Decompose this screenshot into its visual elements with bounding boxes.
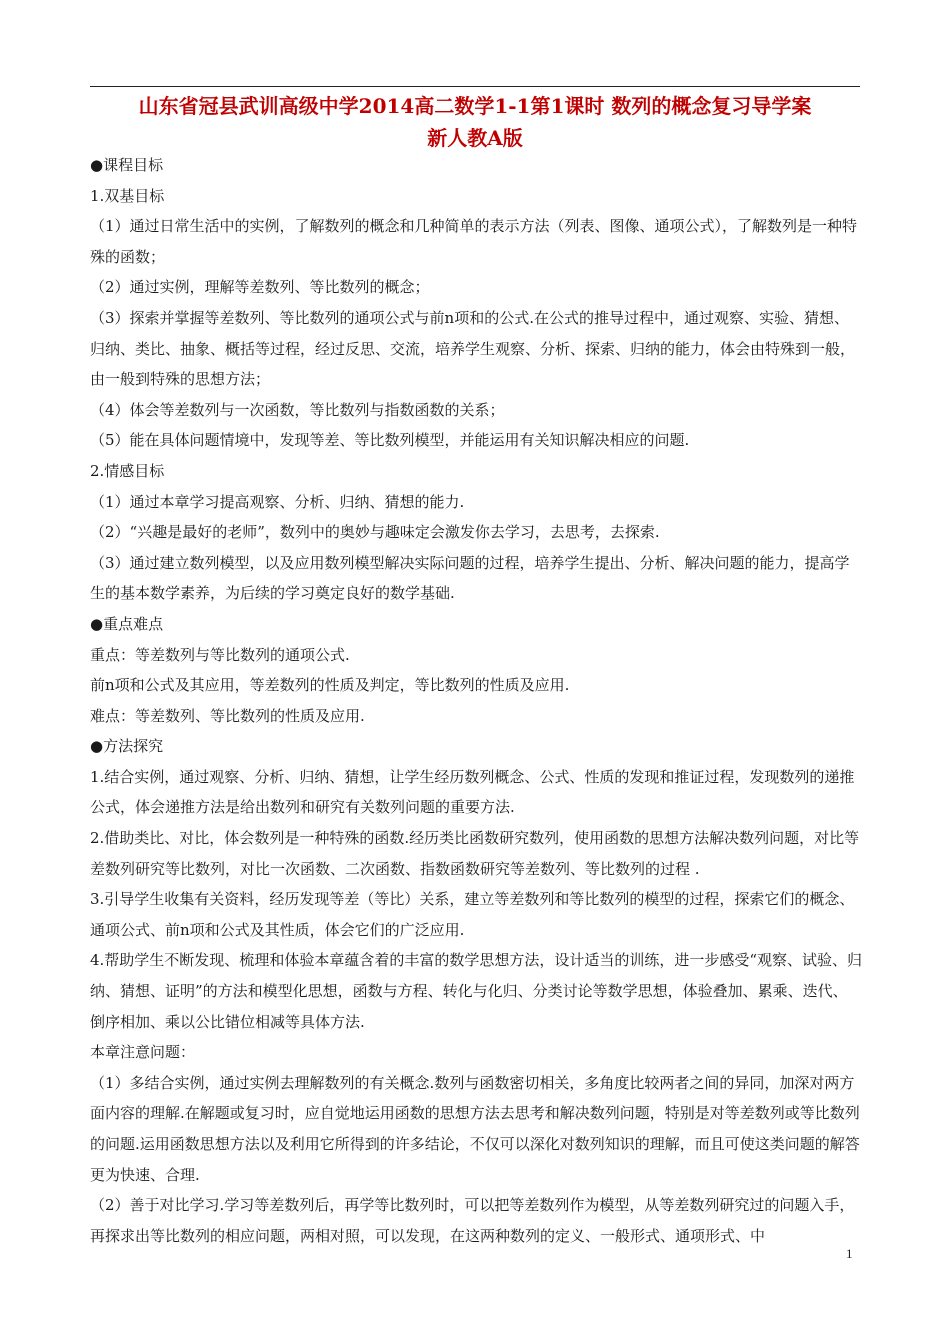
page-number: 1 (846, 1246, 853, 1261)
document-title-line1: 山东省冠县武训高级中学2014高二数学1-1第1课时 数列的概念复习导学案 (138, 94, 812, 118)
paragraph: 4.帮助学生不断发现、梳理和体验本章蕴含着的丰富的数学思想方法，设计适当的训练，进一步感受“观察、试验、归纳、猜想、证明”的方法和模型化思想，函数与方程、转化与化归、分类讨论等数学思想，体验叠加、累乘、迭代、倒序相加、乘以公比错位相减等具体方法. (90, 951, 862, 1031)
section-heading: ●课程目标 (90, 156, 164, 174)
header-rule (90, 86, 860, 87)
paragraph: （1）通过日常生活中的实例，了解数列的概念和几种简单的表示方法（列表、图像、通项公式），了解数列是一种特殊的函数； (90, 217, 858, 266)
section-heading: ●方法探究 (90, 737, 164, 756)
paragraph: 前n项和公式及其应用，等差数列的性质及判定，等比数列的性质及应用. (90, 676, 570, 695)
paragraph: 3.引导学生收集有关资料，经历发现等差（等比）关系，建立等差数列和等比数列的模型的过程，探索它们的概念、通项公式、前n项和公式及其性质，体会它们的广泛应用. (90, 890, 855, 939)
document-title-line2: 新人教A版 (427, 126, 523, 150)
paragraph: （4）体会等差数列与一次函数，等比数列与指数函数的关系； (90, 400, 505, 419)
paragraph: （2）“兴趣是最好的老师”，数列中的奥妙与趣味定会激发你去学习，去思考，去探索. (90, 523, 660, 542)
paragraph: 1.结合实例，通过观察、分析、归纳、猜想，让学生经历数列概念、公式、性质的发现和推证过程，发现数列的递推公式，体会递推方法是给出数列和研究有关数列问题的重要方法. (90, 767, 855, 817)
subheading: 2.情感目标 (90, 461, 165, 480)
document-body (90, 150, 862, 1251)
paragraph: （5）能在具体问题情境中，发现等差、等比数列模型，并能运用有关知识解决相应的问题. (90, 431, 690, 450)
paragraph: （3）探索并掌握等差数列、等比数列的通项公式与前n项和的公式.在公式的推导过程中，通过观察、实验、猜想、归纳、类比、抽象、概括等过程，经过反思、交流，培养学生观察、分析、探索、归纳的能力，体会由特殊到一般，由一般到特殊的思想方法； (90, 308, 856, 389)
paragraph: （2）善于对比学习.学习等差数列后，再学等比数列时，可以把等差数列作为模型，从等差数列研究过的问题入手，再探求出等比数列的相应问题，两相对照，可以发现，在这两种数列的定义、一般形式、通项形式、中 (90, 1196, 855, 1245)
section-heading: ●重点难点 (90, 614, 164, 633)
paragraph: （1）通过本章学习提高观察、分析、归纳、猜想的能力. (90, 492, 465, 511)
subheading: 本章注意问题： (90, 1043, 196, 1062)
subheading: 1.双基目标 (90, 186, 165, 205)
paragraph: （2）通过实例，理解等差数列、等比数列的概念； (90, 278, 430, 297)
paragraph: 重点：等差数列与等比数列的通项公式. (90, 645, 350, 664)
paragraph: 2.借助类比、对比，体会数列是一种特殊的函数.经历类比函数研究数列，使用函数的思想方法解决数列问题，对比等差数列研究等比数列，对比一次函数、二次函数、指数函数研究等差数列、等比数列的过程 . (90, 829, 860, 878)
paragraph: （3）通过建立数列模型，以及应用数列模型解决实际问题的过程，培养学生提出、分析、解决问题的能力，提高学生的基本数学素养，为后续的学习奠定良好的数学基础. (90, 553, 850, 603)
paragraph: 难点：等差数列、等比数列的性质及应用. (90, 706, 365, 725)
paragraph: （1）多结合实例，通过实例去理解数列的有关概念.数列与函数密切相关，多角度比较两者之间的异同，加深对两方面内容的理解.在解题或复习时，应自觉地运用函数的思想方法去思考和解决数列问题，特别是对等差数列或等比数列的问题.运用函数思想方法以及利用它所得到的许多结论，不仅可以深化对数列知识的理解，而且可使这类问题的解答更为快速、合理. (90, 1073, 860, 1184)
